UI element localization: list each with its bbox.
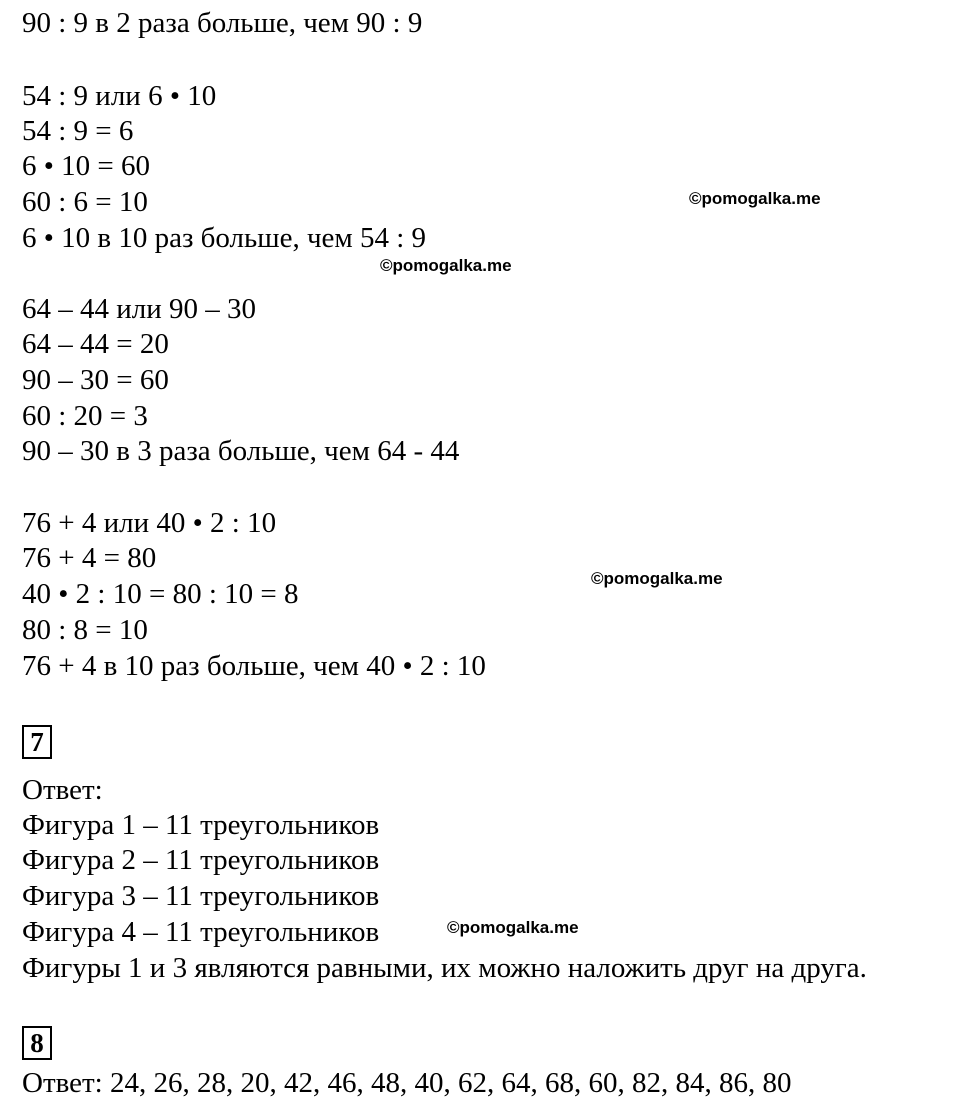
text-line: Ответ: 24, 26, 28, 20, 42, 46, 48, 40, 62, 64, 68, 60, 82, 84, 86, 80 bbox=[22, 1067, 792, 1099]
text-line: 40 • 2 : 10 = 80 : 10 = 8 bbox=[22, 578, 299, 610]
watermark: ©pomogalka.me bbox=[380, 256, 512, 275]
text-line: 90 : 9 в 2 раза больше, чем 90 : 9 bbox=[22, 7, 423, 39]
text-line: 90 – 30 = 60 bbox=[22, 364, 169, 396]
text-line: 54 : 9 = 6 bbox=[22, 115, 134, 147]
text-line: Фигуры 1 и 3 являются равными, их можно наложить друг на друга. bbox=[22, 952, 867, 984]
watermark: ©pomogalka.me bbox=[689, 189, 821, 208]
text-line: Фигура 2 – 11 треугольников bbox=[22, 844, 380, 876]
text-line: 76 + 4 или 40 • 2 : 10 bbox=[22, 507, 277, 539]
task-number-box: 7 bbox=[22, 725, 52, 759]
task-number-box: 8 bbox=[22, 1026, 52, 1060]
text-line: 80 : 8 = 10 bbox=[22, 614, 148, 646]
text-line: 60 : 20 = 3 bbox=[22, 400, 148, 432]
text-line: Ответ: bbox=[22, 774, 103, 806]
text-line: 76 + 4 = 80 bbox=[22, 542, 157, 574]
text-line: 64 – 44 или 90 – 30 bbox=[22, 293, 257, 325]
watermark: ©pomogalka.me bbox=[591, 569, 723, 588]
text-line: 60 : 6 = 10 bbox=[22, 186, 148, 218]
text-line: 76 + 4 в 10 раз больше, чем 40 • 2 : 10 bbox=[22, 650, 486, 682]
text-line: Фигура 1 – 11 треугольников bbox=[22, 809, 380, 841]
text-line: Фигура 4 – 11 треугольников bbox=[22, 916, 380, 948]
text-line: 54 : 9 или 6 • 10 bbox=[22, 80, 217, 112]
text-line: 90 – 30 в 3 раза больше, чем 64 - 44 bbox=[22, 435, 460, 467]
text-line: 6 • 10 = 60 bbox=[22, 150, 151, 182]
text-line: 64 – 44 = 20 bbox=[22, 328, 169, 360]
text-line: Фигура 3 – 11 треугольников bbox=[22, 880, 380, 912]
watermark: ©pomogalka.me bbox=[447, 918, 579, 937]
text-line: 6 • 10 в 10 раз больше, чем 54 : 9 bbox=[22, 222, 427, 254]
